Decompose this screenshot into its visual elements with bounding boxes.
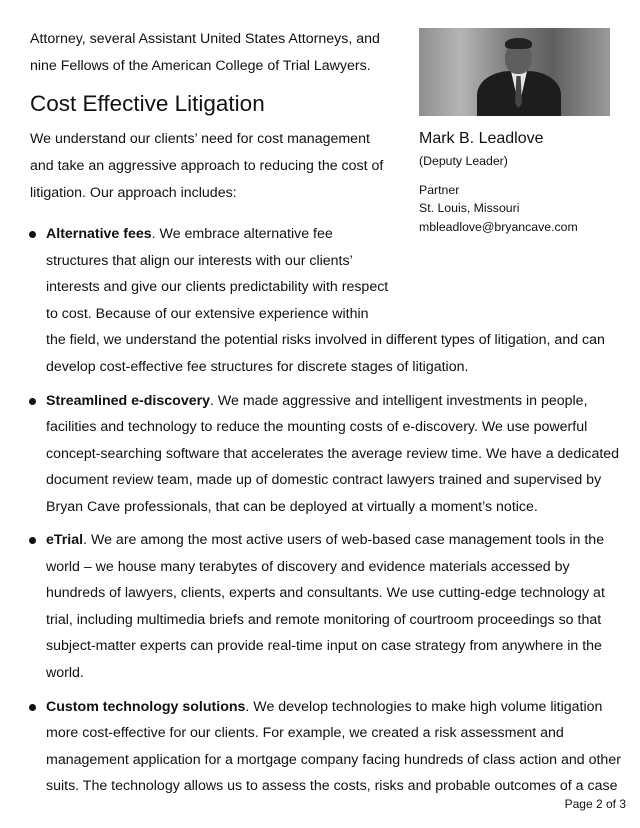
contact-title: Partner <box>419 183 460 197</box>
bullet-term: Custom technology solutions <box>46 699 246 715</box>
bullet-line: interests and give our clients predictability with respect <box>46 279 389 295</box>
headshot-photo <box>419 28 610 116</box>
bullet-term: Streamlined e-discovery <box>46 393 211 409</box>
bullet-line: structures that align our interests with our clients’ <box>46 253 353 269</box>
bullet-text: . We embrace alternative fee <box>151 226 333 242</box>
contact-email[interactable]: mbleadlove@bryancave.com <box>419 220 578 234</box>
bullet-line: facilities and technology to reduce the mounting costs of e-discovery. We use powerful <box>46 419 588 435</box>
bullet-text: . We are among the most active users of web-based case management tools in the <box>83 532 605 548</box>
paragraph-line: litigation. Our approach includes: <box>30 185 237 201</box>
bullet-line: document review team, made up of domestic contract lawyers trained and supervised by <box>46 472 602 488</box>
bullet-first-line <box>46 388 588 415</box>
bullet-term: eTrial <box>46 532 84 548</box>
bullet-first-line <box>46 694 602 721</box>
bullet-marker <box>29 398 36 405</box>
contact-name: Mark B. Leadlove <box>419 130 544 147</box>
intro-line: nine Fellows of the American College of Trial Lawyers. <box>30 58 371 74</box>
bullet-line: Bryan Cave professionals, that can be deployed at virtually a moment’s notice. <box>46 499 538 515</box>
bullet-term: Alternative fees <box>46 226 152 242</box>
bullet-line: world – we house many terabytes of discovery and evidence materials accessed by <box>46 559 570 575</box>
bullet-line: subject-matter experts can provide real-time input on case strategy from anywhere in the <box>46 638 602 654</box>
bullet-marker <box>29 704 36 711</box>
bullet-line: more cost-effective for our clients. For example, we created a risk assessment and <box>46 725 564 741</box>
bullet-first-line <box>46 527 604 554</box>
paragraph-line: We understand our clients’ need for cost management <box>30 131 370 147</box>
bullet-line: develop cost-effective fee structures for discrete stages of litigation. <box>46 359 469 375</box>
bullet-text: . We develop technologies to make high volume litigation <box>245 699 603 715</box>
bullet-line: trial, including multimedia briefs and remote monitoring of courtroom proceedings so that <box>46 612 602 628</box>
bullet-marker <box>29 537 36 544</box>
bullet-line: management application for a mortgage company facing hundreds of class action and other <box>46 752 621 768</box>
bullet-text: . We made aggressive and intelligent investments in people, <box>210 393 588 409</box>
paragraph-line: and take an aggressive approach to reducing the cost of <box>30 158 384 174</box>
page-number: Page 2 of 3 <box>564 797 626 811</box>
bullet-line: hundreds of lawyers, clients, experts and consultants. We use cutting-edge technology at <box>46 585 605 601</box>
bullet-line: world. <box>46 665 84 681</box>
bullet-line: suits. The technology allows us to assess the costs, risks and probable outcomes of a case <box>46 778 618 794</box>
bullet-line: concept-searching software that accelerates the average review time. We have a dedicated <box>46 446 620 462</box>
section-heading: Cost Effective Litigation <box>30 91 265 116</box>
contact-location: St. Louis, Missouri <box>419 201 520 215</box>
intro-line: Attorney, several Assistant United States Attorneys, and <box>30 31 380 47</box>
bullet-marker <box>29 231 36 238</box>
bullet-first-line <box>46 221 333 248</box>
bullet-line: the field, we understand the potential risks involved in different types of litigation, and can <box>46 332 605 348</box>
bullet-line: to cost. Because of our extensive experience within <box>46 306 369 322</box>
contact-role: (Deputy Leader) <box>419 154 508 168</box>
photo-hair-shape <box>505 38 532 49</box>
